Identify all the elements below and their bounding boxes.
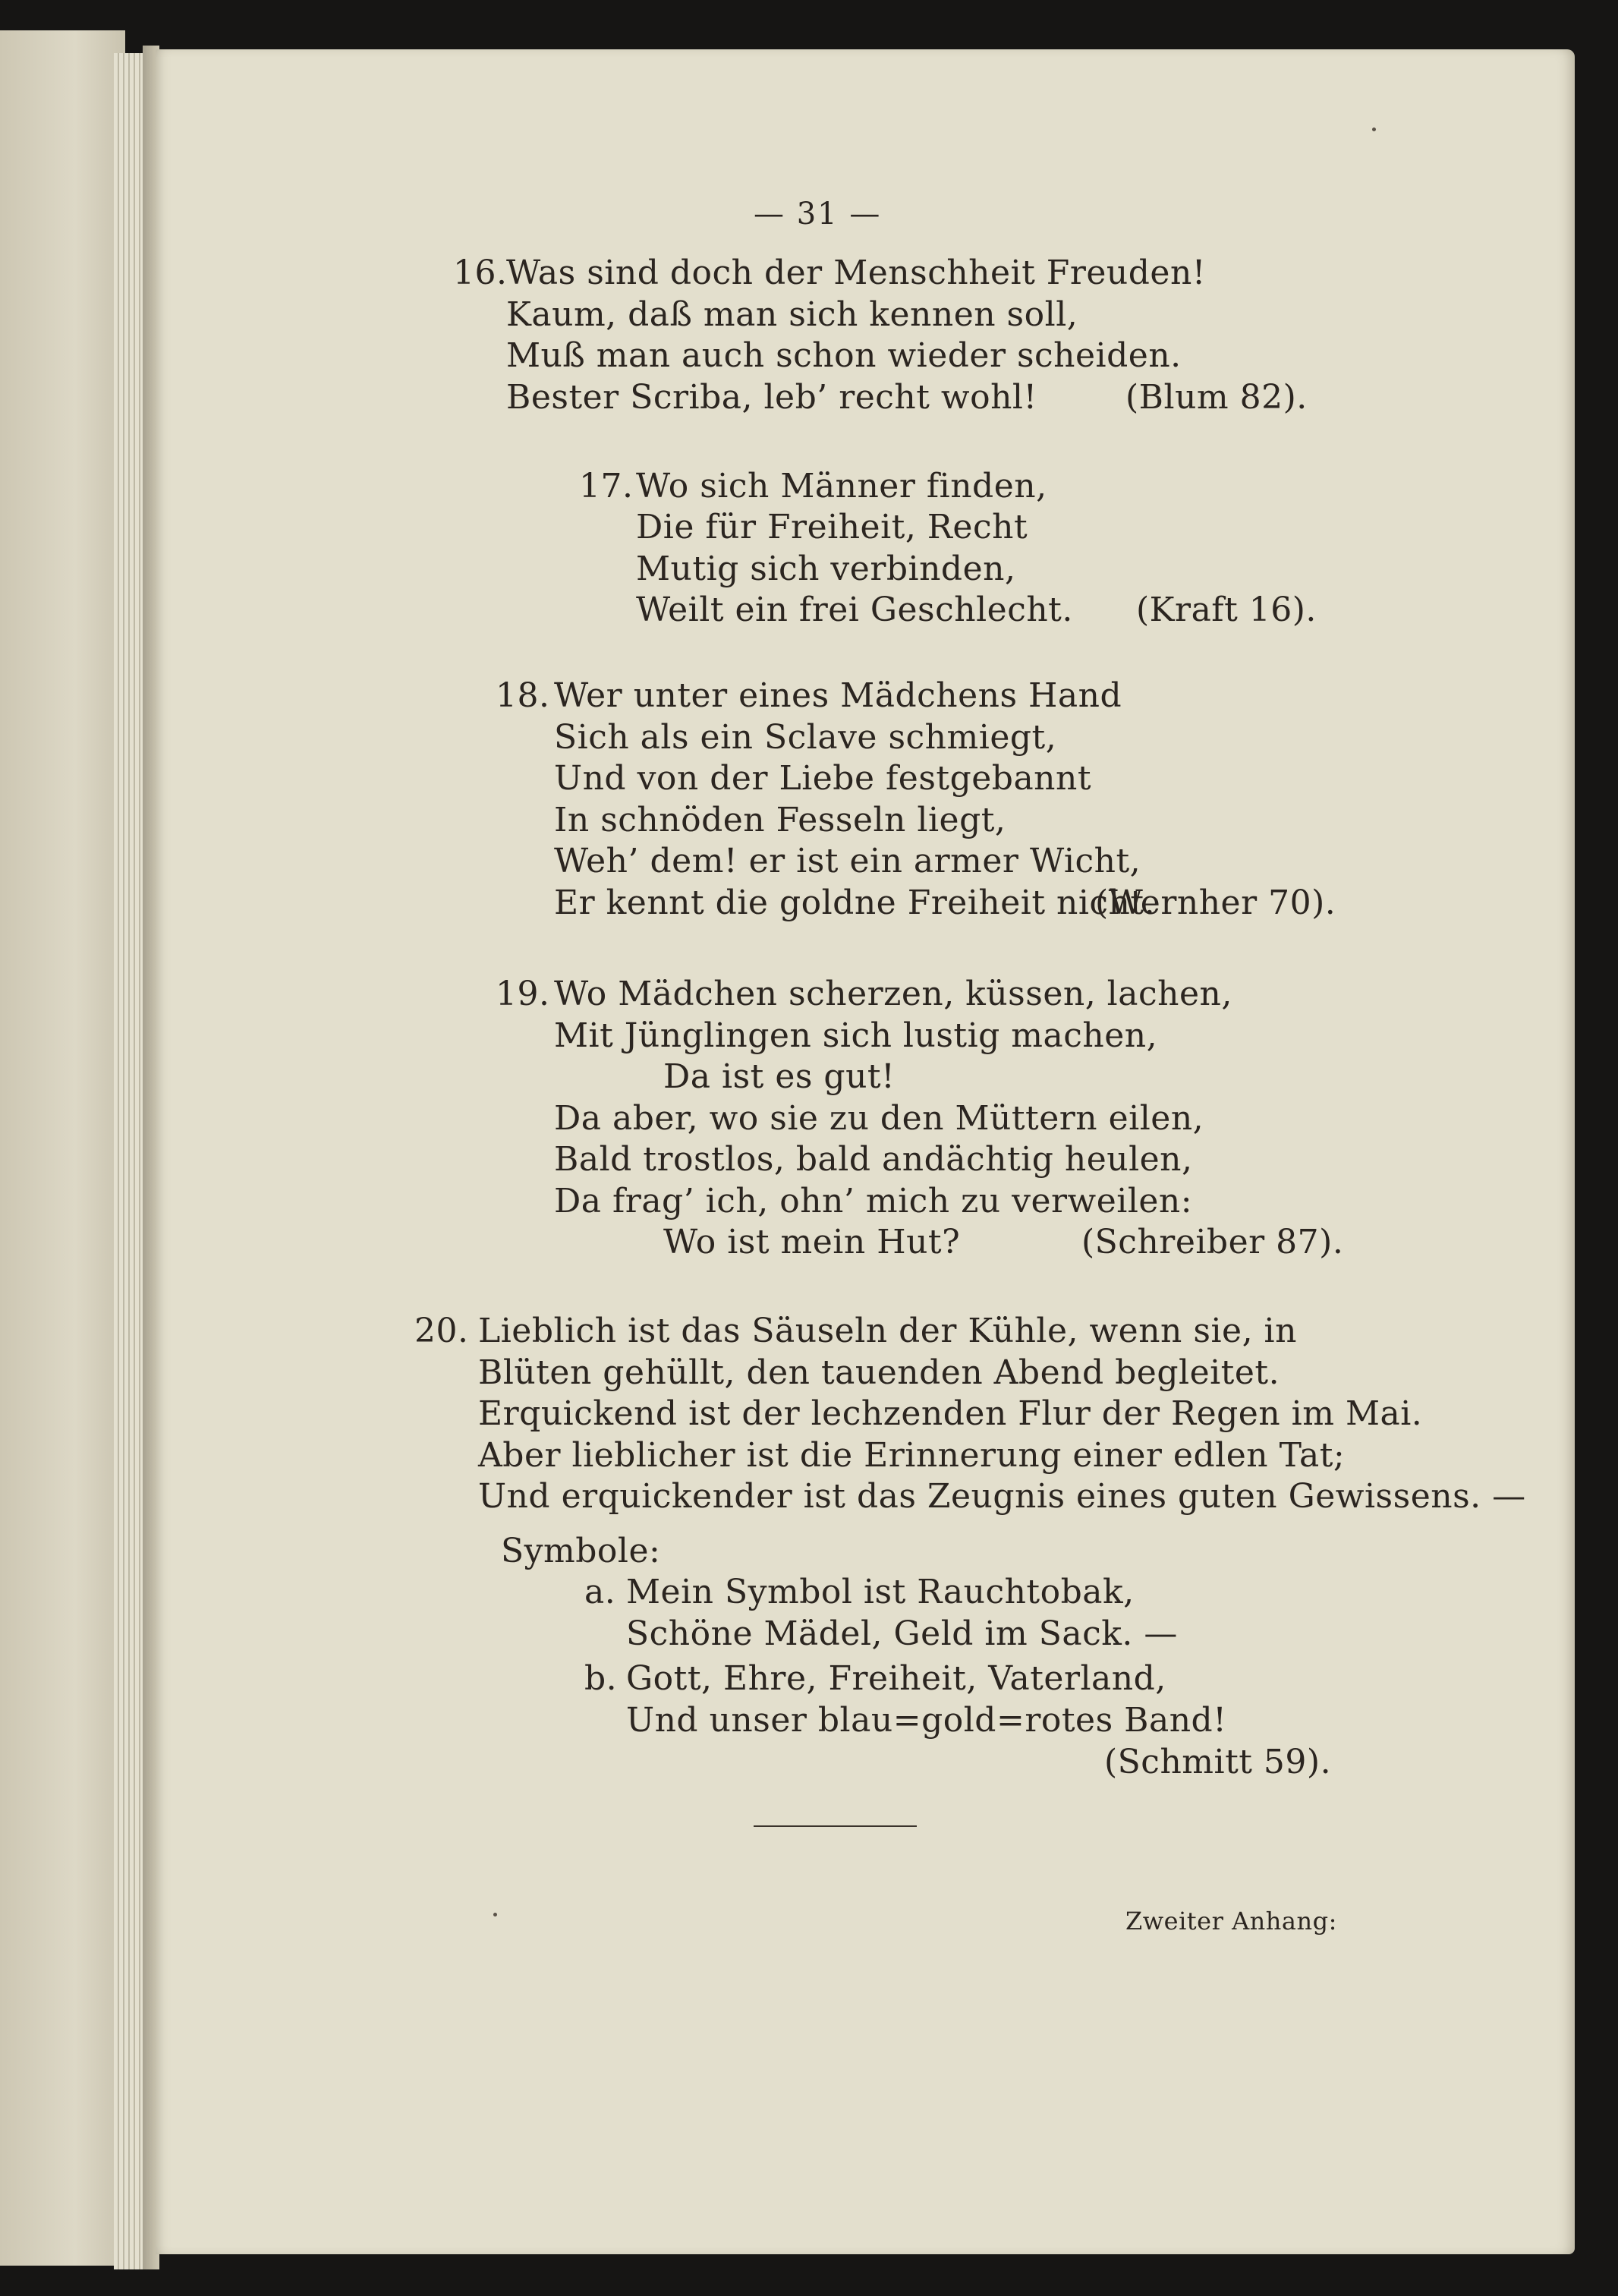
entry-reference: (Schreiber 87).	[1081, 1223, 1344, 1261]
verse-line: Und erquickender ist das Zeugnis eines guten Gewissens. —	[478, 1477, 1526, 1516]
page-number: — 31 —	[754, 197, 882, 231]
entry-number: 19.	[496, 975, 550, 1013]
symbol-line: Schöne Mädel, Geld im Sack. —	[626, 1614, 1178, 1653]
entry-number: 17.	[579, 467, 634, 505]
verse-line: Erquickend ist der lechzenden Flur der Regen im Mai.	[478, 1394, 1423, 1433]
verse-line: Blüten gehüllt, den tauenden Abend begleitet.	[478, 1353, 1280, 1392]
facing-page	[0, 30, 125, 2266]
verse-line: Wo sich Männer finden,	[636, 467, 1047, 505]
section-divider	[754, 1825, 917, 1827]
symbol-label: b.	[584, 1659, 618, 1698]
verse-line: Mutig sich verbinden,	[636, 550, 1016, 588]
entry-number: 16.	[453, 254, 508, 292]
verse-line: Bald trostlos, bald andächtig heulen,	[554, 1140, 1193, 1179]
entry-reference: (Schmitt 59).	[1104, 1743, 1332, 1781]
paper-speck	[493, 1913, 497, 1916]
verse-line: Was sind doch der Menschheit Freuden!	[506, 254, 1206, 292]
verse-line: Muß man auch schon wieder scheiden.	[506, 336, 1182, 375]
verse-line: Die für Freiheit, Recht	[636, 508, 1028, 546]
page-edges	[114, 53, 144, 2269]
verse-line: Kaum, daß man sich kennen soll,	[506, 295, 1078, 334]
symbol-line: Und unser blau=gold=rotes Band!	[626, 1701, 1227, 1740]
verse-line: Da frag’ ich, ohn’ mich zu verweilen:	[554, 1182, 1193, 1220]
symbol-line: Mein Symbol ist Rauchtobak,	[626, 1573, 1135, 1611]
entry-reference: (Wernher 70).	[1095, 883, 1336, 922]
verse-line: Mit Jünglingen sich lustig machen,	[554, 1016, 1158, 1055]
verse-line: Wo Mädchen scherzen, küssen, lachen,	[554, 975, 1232, 1013]
verse-line: Wer unter eines Mädchens Hand	[554, 676, 1122, 715]
symbol-line: Gott, Ehre, Freiheit, Vaterland,	[626, 1659, 1166, 1698]
paper-speck	[1372, 128, 1376, 131]
symbols-heading: Symbole:	[501, 1532, 661, 1570]
verse-line: Weh’ dem! er ist ein armer Wicht,	[554, 842, 1141, 880]
entry-reference: (Kraft 16).	[1136, 591, 1317, 629]
symbol-label: a.	[584, 1573, 616, 1611]
verse-line: Er kennt die goldne Freiheit nicht.	[554, 883, 1156, 922]
verse-line: Und von der Liebe festgebannt	[554, 759, 1092, 798]
verse-line: Da aber, wo sie zu den Müttern eilen,	[554, 1099, 1204, 1138]
entry-reference: (Blum 82).	[1125, 378, 1308, 417]
catchword: Zweiter Anhang:	[1125, 1907, 1337, 1935]
verse-line: Weilt ein frei Geschlecht.	[636, 591, 1073, 629]
verse-line: Sich als ein Sclave schmiegt,	[554, 718, 1057, 757]
verse-line: Wo ist mein Hut?	[663, 1223, 961, 1261]
verse-line: Aber lieblicher ist die Erinnerung einer edlen Tat;	[478, 1436, 1346, 1475]
verse-line: Bester Scriba, leb’ recht wohl!	[506, 378, 1037, 417]
verse-line: Da ist es gut!	[663, 1057, 896, 1096]
verse-line: In schnöden Fesseln liegt,	[554, 801, 1006, 839]
entry-number: 20.	[414, 1312, 469, 1350]
entry-number: 18.	[496, 676, 550, 715]
verse-line: Lieblich ist das Säuseln der Kühle, wenn sie, in	[478, 1312, 1297, 1350]
